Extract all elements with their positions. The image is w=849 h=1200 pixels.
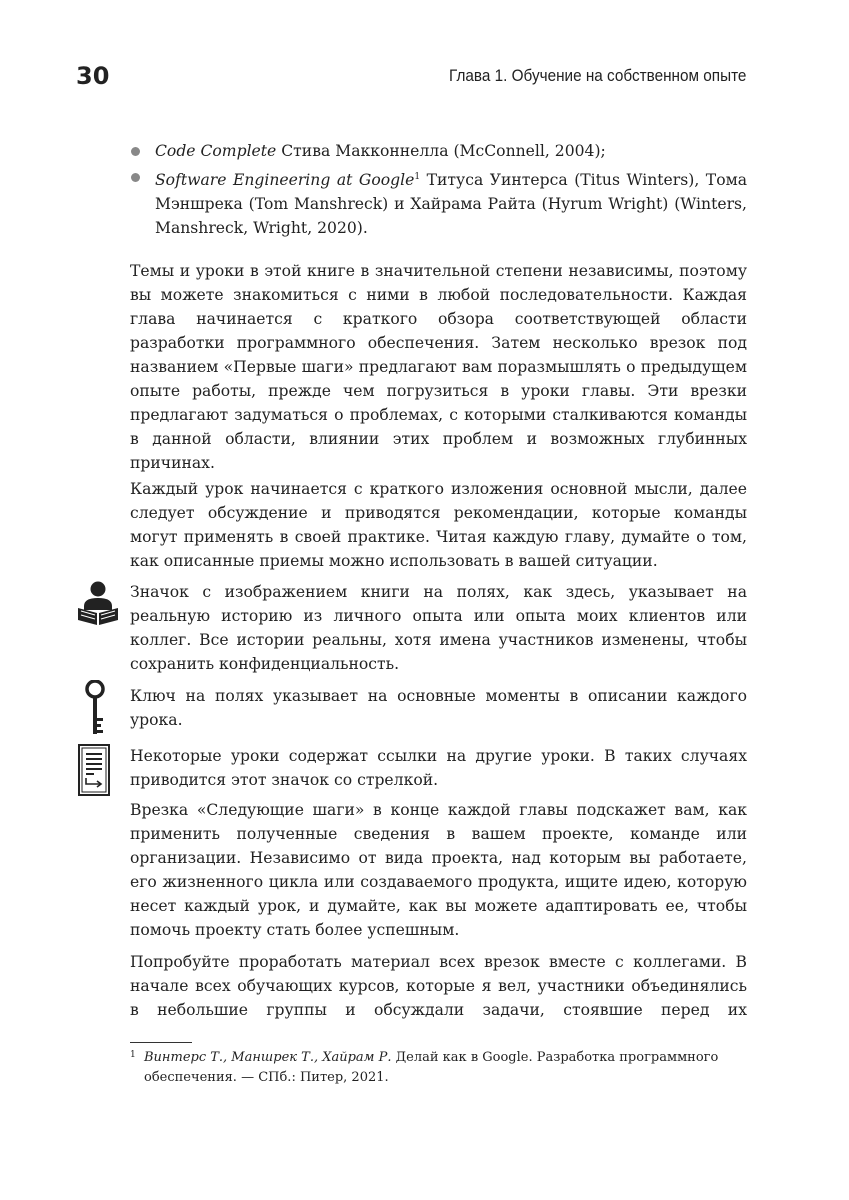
book-title: Code Complete xyxy=(155,142,277,160)
bullet-icon xyxy=(131,147,140,156)
paragraph-next-steps: Врезка «Следующие шаги» в конце каждой главы подскажет вам, как применить полученные сведения в вашем проекте, команде или организации. Независимо от вида проекта, над которым вы работаете, его жизненного цикла или создаваемого продукта, ищите идею, которую несет каждый урок, и думайте, как вы можете адаптировать ее, чтобы помочь проекту стать более успешным. xyxy=(130,801,747,939)
paragraph-book-icon: Значок с изображением книги на полях, как здесь, указывает на реальную историю из личного опыта или опыта моих клиентов или коллег. Все истории реальны, хотя имена участников изменены, чтобы сохранить конфиденциальность. xyxy=(130,583,747,673)
footnote-text: Делай как в Google. Разработка программного обеспечения. — СПб.: Питер, 2021. xyxy=(144,1050,719,1085)
paragraph-collaborate: Попробуйте проработать материал всех врезок вместе с коллегами. В начале всех обучающих курсов, которые я вел, участники объединялись в небольшие группы и обсуждали задачи, стоявшие перед их xyxy=(130,953,747,1019)
book-reader-icon xyxy=(76,580,120,630)
footnote-mark: 1 xyxy=(130,1050,136,1060)
list-item xyxy=(131,139,747,163)
list-item-text: Титуса Уинтерса (Titus Winters), Тома Мэншрека (Tom Manshreck) и Хайрама Райта (Hyrum Wright) (Winters, Manshreck, Wright, 2020). xyxy=(155,171,748,238)
book-title: Software Engineering at Google xyxy=(155,171,415,190)
chapter-title: Глава 1. Обучение на собственном опыте xyxy=(448,66,746,85)
page-number: 30 xyxy=(76,62,110,90)
footnote-ref[interactable]: 1 xyxy=(414,172,421,182)
bullet-icon xyxy=(131,173,140,182)
footnote xyxy=(130,1048,747,1088)
key-icon xyxy=(83,680,107,740)
paragraph-key-icon: Ключ на полях указывает на основные моменты в описании каждого урока. xyxy=(130,687,747,729)
list-item-text: Стива Макконнелла (McConnell, 2004); xyxy=(276,142,606,160)
paragraph-lessons: Каждый урок начинается с краткого изложения основной мысли, далее следует обсуждение и приводятся рекомендации, которые команды могут применять в своей практике. Читая каждую главу, думайте о том, как описанные приемы можно использовать в вашей ситуации. xyxy=(130,480,747,570)
cross-reference-icon xyxy=(78,744,110,800)
list-item xyxy=(131,165,747,240)
paragraph-arrow-icon: Некоторые уроки содержат ссылки на другие уроки. В таких случаях приводится этот значок со стрелкой. xyxy=(130,747,747,789)
footnote-divider xyxy=(130,1042,192,1043)
paragraph-topics: Темы и уроки в этой книге в значительной степени независимы, поэтому вы можете знакомиться с ними в любой последовательности. Каждая глава начинается с краткого обзора соответствующей области разработки программного обеспечения. Затем несколько врезок под названием «Первые шаги» предлагают вам поразмышлять о предыдущем опыте работы, прежде чем погрузиться в уроки главы. Эти врезки предлагают задуматься о проблемах, с которыми сталкиваются команды в данной области, влиянии этих проблем и возможных глубинных причинах. xyxy=(130,262,747,472)
reference-list xyxy=(131,139,747,242)
footnote-authors: Винтерс Т., Маншрек Т., Хайрам Р. xyxy=(144,1050,392,1065)
